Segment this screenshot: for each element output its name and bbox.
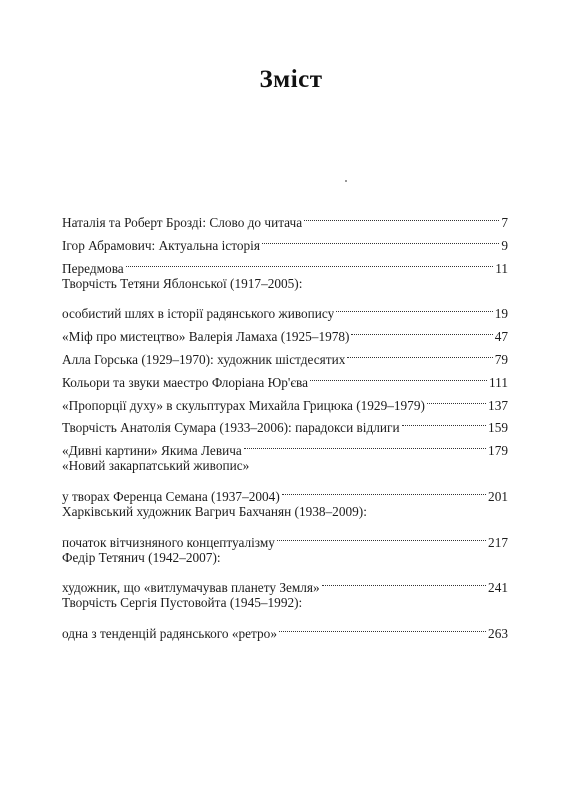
toc-entry — [62, 592, 508, 642]
toc-entry — [62, 273, 508, 322]
toc-leader-dots — [282, 478, 486, 501]
toc-entry-text: Творчість Сергія Пустовойта (1945–1992): — [62, 595, 303, 611]
toc-page-number: 159 — [488, 420, 508, 436]
table-of-contents — [62, 204, 508, 642]
toc-page-number: 241 — [488, 580, 508, 596]
toc-leader-dots — [244, 432, 486, 455]
toc-page-number: 79 — [494, 351, 508, 367]
toc-entry-text: особистий шлях в історії радянського живопису — [62, 306, 335, 322]
toc-entry-text: Алла Горська (1929–1970): художник шістдесятих — [62, 351, 346, 367]
toc-entry-text: «Пропорції духу» в скульптурах Михайла Грицюка (1929–1979) — [62, 397, 425, 413]
toc-entry — [62, 501, 508, 550]
toc-entry-line — [62, 478, 508, 504]
toc-page-number: 179 — [488, 443, 508, 459]
toc-entry — [62, 250, 508, 276]
toc-page-number: 19 — [494, 306, 508, 322]
toc-entry-text: Наталія та Роберт Брозді: Слово до читача — [62, 214, 303, 230]
toc-entry-text: Кольори та звуки маестро Флоріана Юр'єва — [62, 374, 309, 390]
toc-page-number: 111 — [489, 374, 508, 390]
toc-entry — [62, 547, 508, 596]
toc-entry-line — [62, 570, 508, 596]
toc-entry-text: Федір Тетянич (1942–2007): — [62, 549, 221, 565]
toc-entry-text: Ігор Абрамович: Актуальна історія — [62, 237, 260, 253]
toc-entry-text: художник, що «витлумачував планету Земля» — [62, 580, 320, 596]
toc-leader-dots — [126, 250, 493, 273]
toc-entry-title-line — [62, 273, 508, 296]
toc-entry-text: Творчість Тетяни Яблонської (1917–2005): — [62, 275, 303, 291]
toc-leader-dots — [262, 227, 499, 250]
toc-leader-dots — [277, 524, 486, 547]
toc-entry-text: Харківський художник Вагрич Бахчанян (1938–2009): — [62, 503, 367, 519]
toc-entry-line — [62, 615, 508, 642]
toc-leader-dots — [304, 204, 499, 227]
toc-leader-dots — [310, 364, 487, 387]
toc-entry-title-line — [62, 547, 508, 570]
toc-page-number: 201 — [488, 488, 508, 504]
toc-entry-text: Творчість Анатолія Сумара (1933–2006): парадокси відлиги — [62, 420, 400, 436]
toc-page-number: 217 — [488, 534, 508, 550]
page-title: Зміст — [259, 66, 323, 93]
toc-page-number: 137 — [488, 397, 508, 413]
toc-page-number: 9 — [501, 237, 508, 253]
toc-entry-text: Передмова — [62, 260, 124, 276]
toc-entry-line — [62, 524, 508, 550]
toc-entry-text: початок вітчизняного концептуалізму — [62, 534, 275, 550]
toc-entry-line — [62, 295, 508, 322]
toc-leader-dots — [279, 615, 486, 638]
toc-entry — [62, 455, 508, 504]
toc-entry-text: одна з тенденцій радянського «ретро» — [62, 626, 277, 642]
toc-entry-title-line — [62, 501, 508, 524]
toc-page-number: 11 — [495, 260, 508, 276]
toc-entry-line — [62, 204, 508, 230]
toc-leader-dots — [351, 318, 492, 341]
toc-leader-dots — [347, 341, 492, 364]
toc-leader-dots — [336, 295, 492, 318]
toc-leader-dots — [322, 570, 486, 593]
toc-entry-title-line — [62, 455, 508, 478]
scan-speck — [345, 180, 347, 182]
toc-entry-text: «Дивні картини» Якима Левича — [62, 443, 242, 459]
toc-entry-title-line — [62, 592, 508, 615]
toc-entry-text: у творах Ференца Семана (1937–2004) — [62, 488, 280, 504]
toc-entry-text: «Новий закарпатський живопис» — [62, 458, 250, 474]
toc-leader-dots — [427, 387, 486, 410]
toc-entry — [62, 204, 508, 230]
toc-page-number: 263 — [488, 626, 508, 642]
toc-entry-text: «Міф про мистецтво» Валерія Ламаха (1925–1978) — [62, 329, 350, 345]
toc-entry-line — [62, 250, 508, 276]
toc-leader-dots — [402, 410, 486, 433]
toc-page-number: 47 — [494, 329, 508, 345]
toc-page-number: 7 — [501, 214, 508, 230]
